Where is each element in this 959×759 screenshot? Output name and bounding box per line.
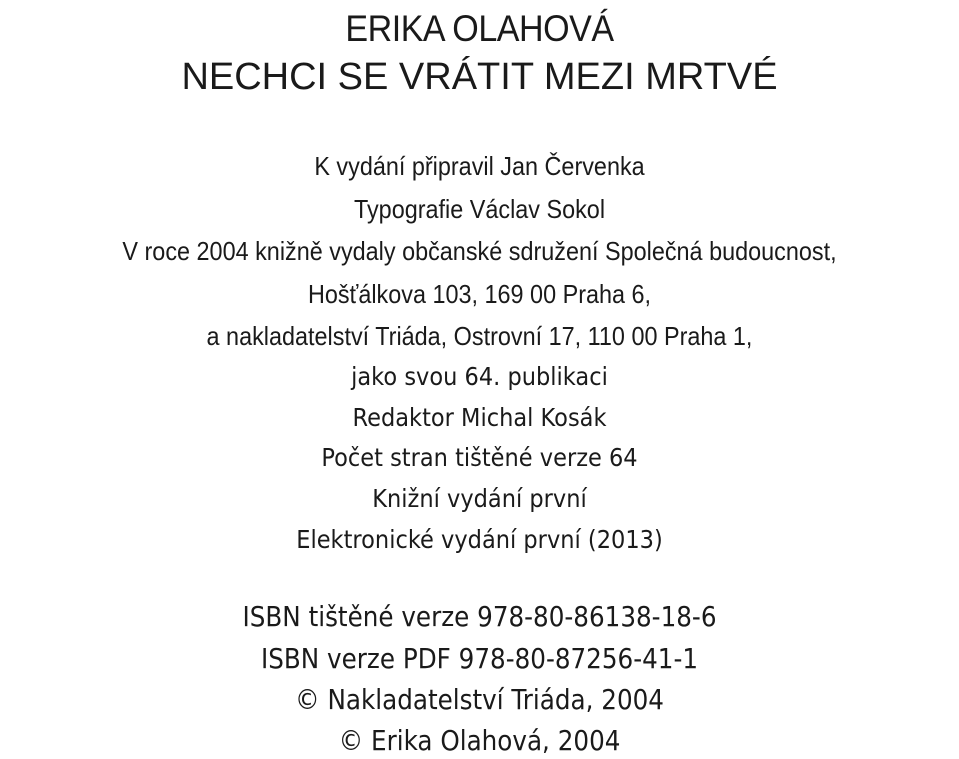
credit-line: V roce 2004 knižně vydaly občanské sdružení Společná budoucnost, (122, 236, 837, 266)
credit-line: a nakladatelství Triáda, Ostrovní 17, 110 00 Praha 1, (206, 321, 753, 351)
edition-info-line: Elektronické vydání první (2013) (296, 525, 663, 554)
credit-line: Typografie Václav Sokol (353, 194, 606, 224)
credit-line: Hošťálkova 103, 169 00 Praha 6, (307, 279, 652, 309)
edition-info-line: Počet stran tištěné verze 64 (321, 443, 638, 472)
credit-line: K vydání připravil Jan Červenka (314, 151, 645, 181)
edition-info-line: Redaktor Michal Kosák (352, 403, 607, 432)
edition-info-line: Knižní vydání první (372, 484, 587, 513)
author-name: ERIKA OLAHOVÁ (345, 8, 614, 49)
edition-info-line: jako svou 64. publikaci (351, 362, 608, 391)
isbn-print: ISBN tištěné verze 978-80-86138-18-6 (242, 600, 717, 633)
isbn-pdf: ISBN verze PDF 978-80-87256-41-1 (260, 642, 699, 675)
copyright-publisher: © Nakladatelství Triáda, 2004 (294, 683, 664, 716)
copyright-author: © Erika Olahová, 2004 (338, 724, 621, 757)
book-title: NECHCI SE VRÁTIT MEZI MRTVÉ (181, 56, 778, 98)
